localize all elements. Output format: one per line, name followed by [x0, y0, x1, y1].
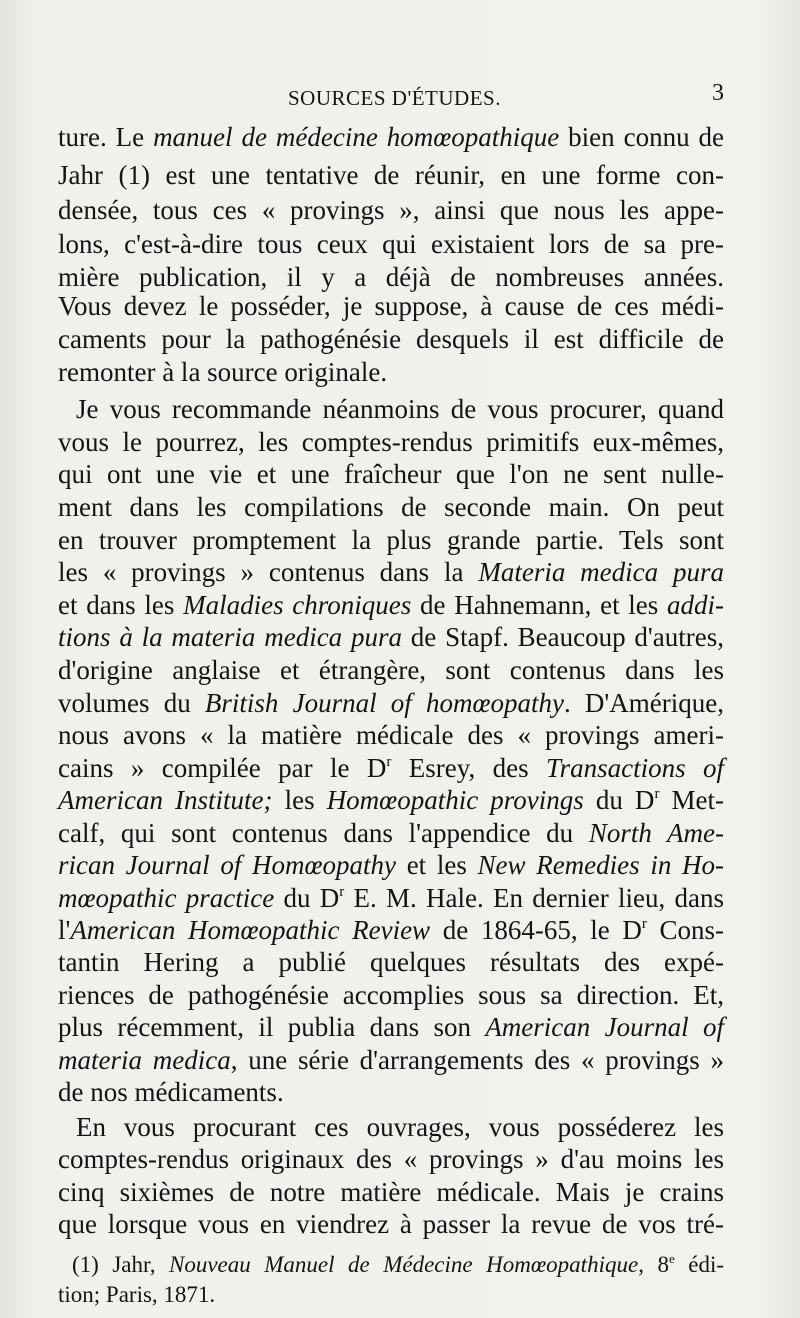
- text-line: comptes-rendus originaux des « provings » d'au moins les: [58, 1144, 724, 1174]
- text-line: densée, tous ces « provings », ainsi que nous les appe-: [58, 195, 724, 225]
- text-line: Vous devez le posséder, je suppose, à cause de ces médi-: [58, 291, 724, 321]
- text-line: les « provings » contenus dans la Materia medica pura: [58, 557, 724, 587]
- text-line: mœopathic practice du $D^r$ E. M. Hale. En dernier lieu, dans: [58, 883, 725, 913]
- text-line: de nos médicaments.: [58, 1077, 284, 1107]
- text-line: volumes du British Journal of homœopathy. D'Amérique,: [58, 688, 725, 718]
- text-line: en trouver promptement la plus grande partie. Tels sont: [58, 525, 724, 555]
- footnote: (1) Jahr, Nouveau Manuel de Médecine Homœopathique, 8e édi-: [72, 1251, 724, 1277]
- text-line: lons, c'est-à-dire tous ceux qui existaient lors de sa pre-: [58, 229, 724, 259]
- text-line: caments pour la pathogénésie desquels il est difficile de: [58, 324, 724, 354]
- running-head: [0, 80, 800, 116]
- text-line: ment dans les compilations de seconde main. On peut: [58, 492, 724, 522]
- text-line: cinq sixièmes de notre matière médicale. Mais je crains: [58, 1177, 724, 1207]
- text-line: remonter à la source originale.: [58, 357, 388, 387]
- text-line: rican Journal of Homœopathy et les New Remedies in Ho-: [58, 850, 725, 880]
- text-line: d'origine anglaise et étrangère, sont contenus dans les: [58, 655, 724, 685]
- text-line: riences de pathogénésie accomplies sous sa direction. Et,: [58, 980, 724, 1010]
- text-line: ture. Le manuel de médecine homœopathique bien connu de: [58, 122, 724, 152]
- footnote-continuation: tion; Paris, 1871.: [58, 1282, 216, 1307]
- paragraph-first-line: Je vous recommande néanmoins de vous procurer, quand: [76, 394, 724, 424]
- running-title: SOURCES D'ÉTUDES.: [288, 86, 501, 110]
- text-line: et dans les Maladies chroniques de Hahnemann, et les addi-: [58, 590, 725, 620]
- text-line: nous avons « la matière médicale des « provings ameri-: [58, 720, 724, 750]
- text-line: tions à la materia medica pura de Stapf. Beaucoup d'autres,: [58, 622, 724, 652]
- text-line: tantin Hering a publié quelques résultats des expé-: [58, 947, 724, 977]
- text-line: calf, qui sont contenus dans l'appendice du North Ame-: [58, 818, 724, 848]
- text-line: que lorsque vous en viendrez à passer la revue de vos tré-: [58, 1209, 724, 1239]
- page-number: 3: [712, 80, 724, 106]
- text-line: cains » compilée par le $D^r$ Esrey, des Transactions of: [58, 753, 724, 783]
- paragraph-first-line: En vous procurant ces ouvrages, vous posséderez les: [76, 1112, 724, 1142]
- text-line: l'American Homœopathic Review de 1864-65, le $D^r$ Cons-: [58, 915, 724, 945]
- text-line: plus récemment, il publia dans son American Journal of: [58, 1012, 724, 1042]
- text-line: Jahr (1) est une tentative de réunir, en une forme con-: [58, 160, 724, 190]
- text-line: mière publication, il y a déjà de nombreuses années.: [58, 262, 724, 292]
- text-line: American Institute; les Homœopathic provings du $D^r$ Met-: [58, 785, 725, 815]
- text-line: materia medica, une série d'arrangements des « provings »: [58, 1045, 724, 1075]
- text-line: vous le pourrez, les comptes-rendus primitifs eux-mêmes,: [58, 427, 724, 457]
- text-line: qui ont une vie et une fraîcheur que l'on ne sent nulle-: [58, 459, 724, 489]
